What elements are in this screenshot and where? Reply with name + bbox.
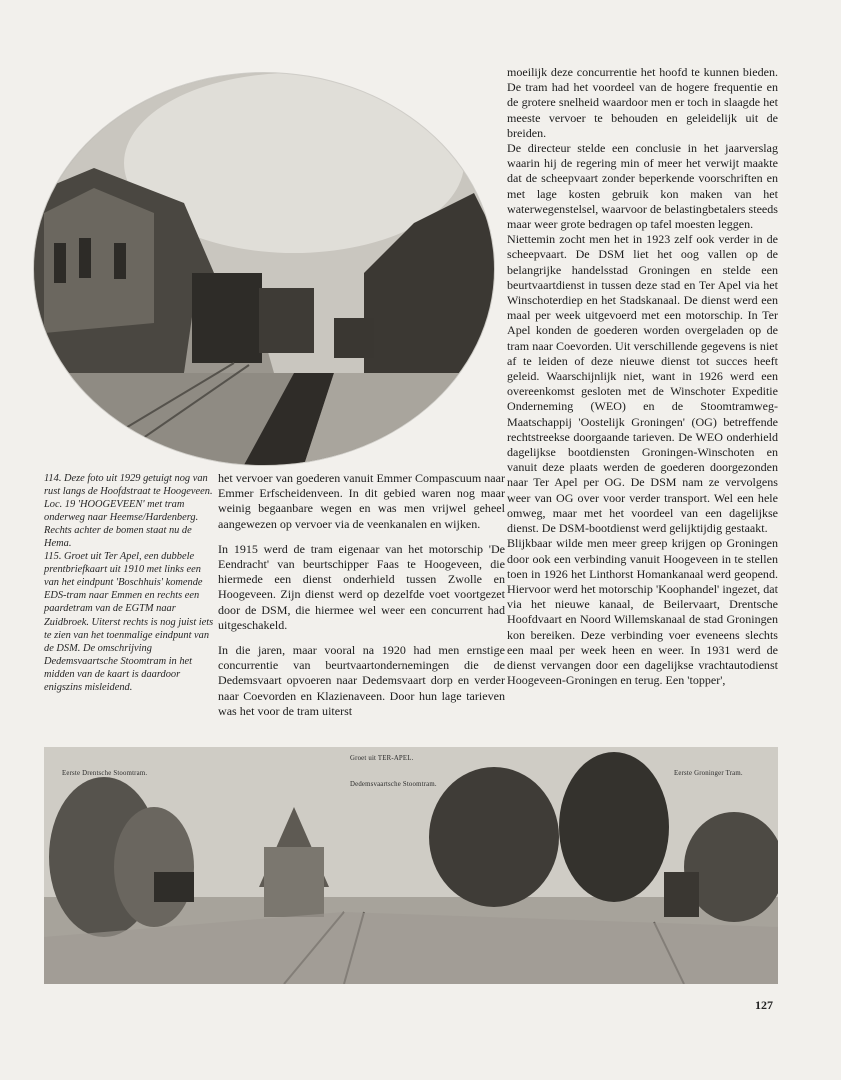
photo-114-illustration — [34, 73, 494, 465]
photo-115-ter-apel-postcard — [44, 747, 778, 984]
caption-115: 115. Groet uit Ter Apel, een dubbele prentbriefkaart uit 1910 met links een van het eindpunt 'Boschhuis' komende EDS-tram naar Emmen en rechts een paardetram van de EGTM naar Zuidbroek. Uiterst rechts is nog juist iets te zien van het toenmalige eindpunt van de DSM. De omschrijving Dedemsvaartsche Stoomtram in het midden van de kaart is daardoor enigszins misleidend. — [44, 551, 214, 693]
text-column-right — [507, 65, 778, 688]
postcard-label-right: Eerste Groninger Tram. — [674, 770, 743, 777]
postcard-label-left: Eerste Drentsche Stoomtram. — [62, 770, 148, 777]
text-column-left — [218, 471, 505, 719]
postcard-label-middle: Dedemsvaartsche Stoomtram. — [350, 781, 437, 788]
page-number: 127 — [755, 998, 773, 1012]
photo-captions — [44, 472, 214, 694]
paragraph: Niettemin zocht men het in 1923 zelf ook verder in de scheepvaart. De DSM liet het oog vallen op de belangrijke handelsstad Groningen en stelde een beurtvaartdienst in tussen deze stad en Ter Apel via het Winschoterdiep en het Stadskanaal. De dienst werd een maal per week uitgevoerd met een motorschip. In Ter Apel konden de goederen worden overgeladen op de tram naar Coevorden. Uit verschillende gegevens is niet af te leiden of deze nieuwe dienst tot succes heeft geleid. Waarschijnlijk niet, want in 1926 werd een overeenkomst gesloten met de Winschoter Expeditie Onderneming (WEO) en de Stoomtramweg-Maatschappij 'Oostelijk Groningen' (OG) betreffende rechtstreekse doorgaande tarieven. De WEO onderhield dagelijkse bootdiensten Groningen-Winschoten en vanuit deze plaats werden de goederen doorgezonden naar Ter Apel per OG. De DSM nam ze vervolgens weer van OG over voor verder transport. Wel een hele omweg, maar met het voordeel van een dagelijkse dienst. De DSM-bootdienst werd gelijktijdig gestaakt. — [507, 232, 778, 536]
paragraph: moeilijk deze concurrentie het hoofd te kunnen bieden. De tram had het voordeel van de hogere frequentie en de grotere snelheid waardoor men er toch in slaagde het meeste vervoer te behouden en geleidelijk uit de breiden. — [507, 65, 778, 140]
paragraph: In 1915 werd de tram eigenaar van het motorschip 'De Eendracht' van beurtschipper Faas te Hoogeveen, die hiermede een dienst onderhield tussen Zwolle en Hoogeveen. Zijn dienst werd op dezelfde voet voortgezet door de DSM, die hiermee wel weer een concurrent had uitgeschakeld. — [218, 541, 505, 632]
caption-114: 114. Deze foto uit 1929 getuigt nog van rust langs de Hoofdstraat te Hoogeveen. Loc. 19 'HOOGEVEEN' met tram onderweg naar Heemse/Hardenberg. Rechts achter de bomen staat nu de Hema. — [44, 473, 213, 550]
paragraph: het vervoer van goederen vanuit Emmer Compascuum naar Emmer Erfscheidenveen. In dit gebied waren nog maar weinig begaanbare wegen en was men vrijwel geheel aangewezen op vervoer via de veenkanalen en wijken. — [218, 471, 505, 531]
paragraph: De directeur stelde een conclusie in het jaarverslag waarin hij de regering min of meer het verwijt maakte dat de scheepvaart zonder beperkende voorschriften en met lage kosten gebruik kon maken van het waterwegenstelsel, waarvoor de belastingbetalers steeds maar weer grote bedragen op tafel moesten leggen. — [507, 141, 778, 232]
postcard-title: Groet uit TER-APEL. — [350, 755, 414, 762]
paragraph: In die jaren, maar vooral na 1920 had men ernstige concurrentie van beurtvaartondernemingen die de Dedemsvaart opvoeren naar Dedemsvaart dorp en verder naar Coevorden en Klazienaveen. Door hun lage tarieven was het voor de tram uiterst — [218, 643, 505, 718]
paragraph: Blijkbaar wilde men meer greep krijgen op Groningen door ook een verbinding vanuit Hoogeveen in te stellen toen in 1926 het Linthorst Homankanaal werd geopend. Hiervoor werd het motorschip 'Koophandel' ingezet, dat via het nieuwe kanaal, de Beilervaart, Drentsche Hoofdvaart en Noord Willemskanaal de stad Groningen kon bereiken. Deze verbinding voer eveneens slechts een maal per week heen en weer. In 1931 werd de dienst vervangen door een dagelijkse vrachtautodienst Hoogeveen-Groningen en terug. Een 'topper', — [507, 536, 778, 688]
photo-114-hoogeveen — [34, 73, 494, 465]
